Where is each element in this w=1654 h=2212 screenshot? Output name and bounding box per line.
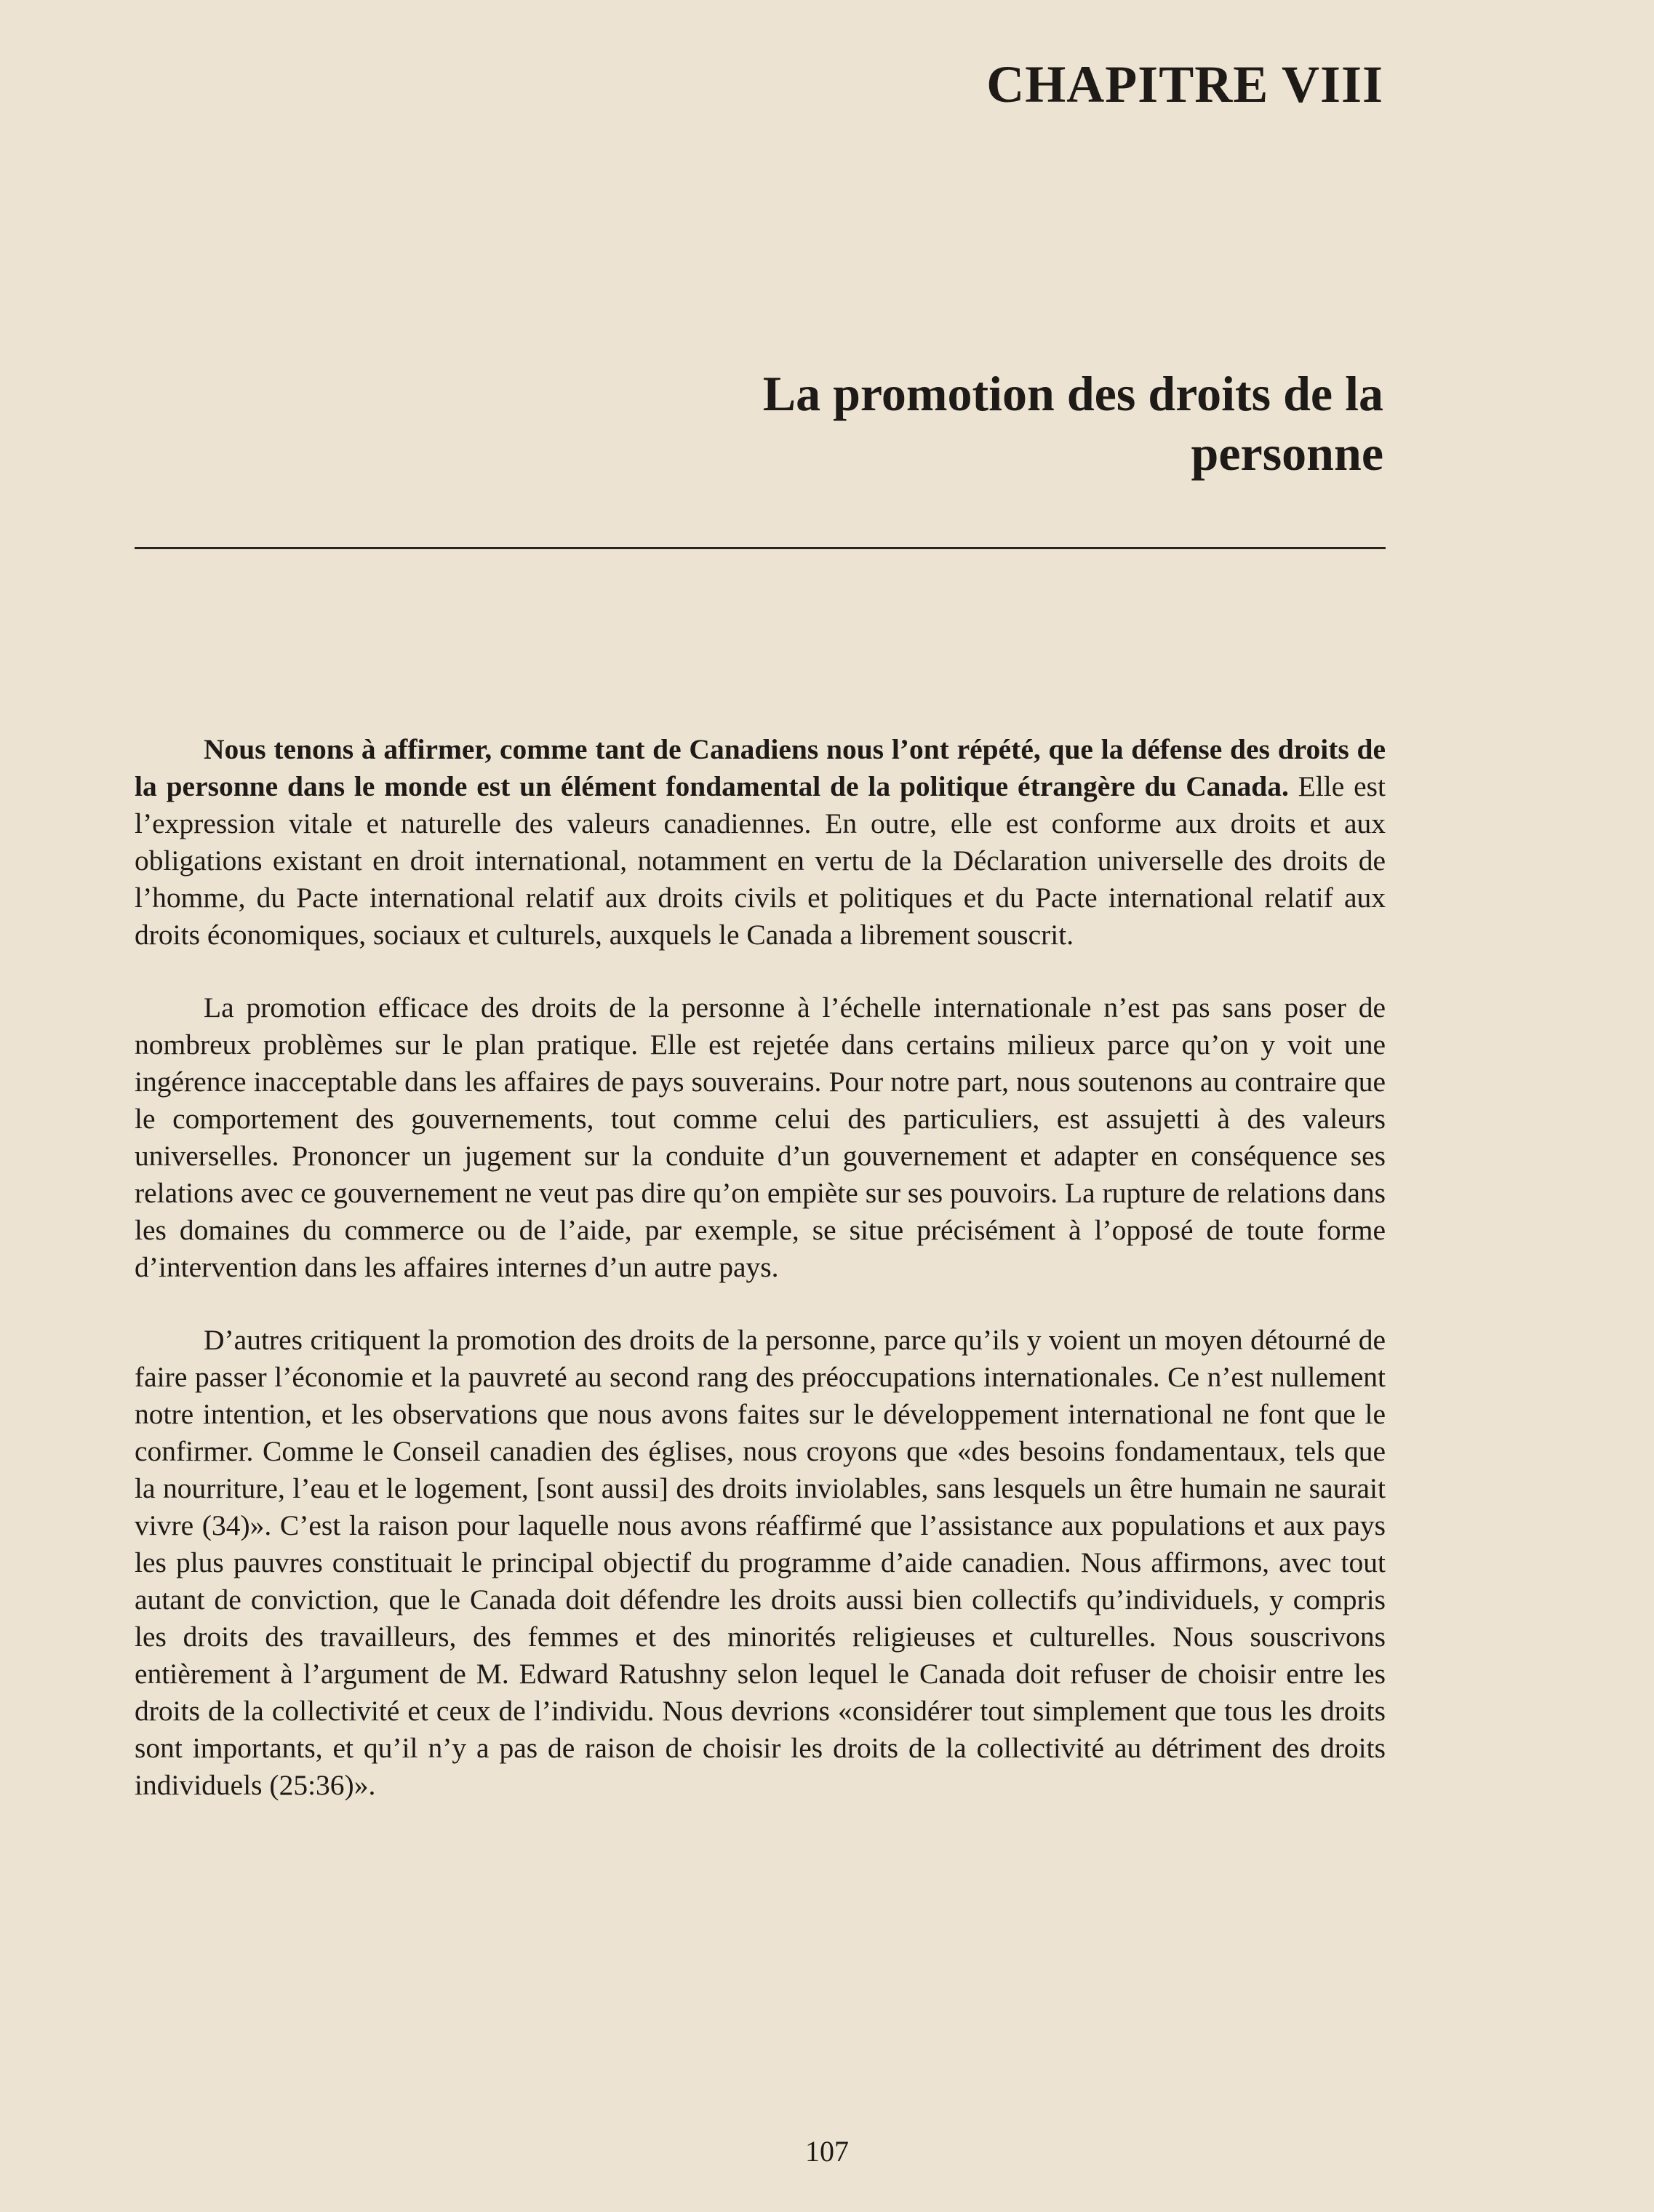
paragraph-1-bold-lead: Nous tenons à affirmer, comme tant de Canadiens nous l’ont répété, que la défense des droits de la personne dans le monde est un élément fondamental de la politique étrangère du Canada. — [135, 733, 1386, 802]
chapter-heading: CHAPITRE VIII — [986, 55, 1383, 113]
paragraph-2: La promotion efficace des droits de la personne à l’échelle internationale n’est pas sans poser de nombreux problèmes sur le plan pratique. Elle est rejetée dans certains milieux parce qu’on y voit une ingérence inacceptable dans les affaires de pays souverains. Pour notre part, nous soutenons au contraire que le comportement des gouvernements, tout comme celui des particuliers, est assujetti à des valeurs universelles. Prononcer un jugement sur la conduite d’un gouvernement et adapter en conséquence ses relations avec ce gouvernement ne veut pas dire qu’on empiète sur ses pouvoirs. La rupture de relations dans les domaines du commerce ou de l’aide, par exemple, se situe précisément à l’opposé de toute forme d’intervention dans les affaires internes d’un autre pays. — [135, 991, 1386, 1283]
paragraph-3: D’autres critiquent la promotion des droits de la personne, parce qu’ils y voient un moyen détourné de faire passer l’économie et la pauvreté au second rang des préoccupations internationales. Ce n’est nullement notre intention, et les observations que nous avons faites sur le développement international ne font que le confirmer. Comme le Conseil canadien des églises, nous croyons que «des besoins fondamentaux, tels que la nourriture, l’eau et le logement, [sont aussi] des droits inviolables, sans lesquels un être humain ne saurait vivre (34)». C’est la raison pour laquelle nous avons réaffirmé que l’assistance aux populations et aux pays les plus pauvres constituait le principal objectif du programme d’aide canadien. Nous affirmons, avec tout autant de conviction, que le Canada doit défendre les droits aussi bien collectifs qu’individuels, y compris les droits des travailleurs, des femmes et des minorités religieuses et culturelles. Nous souscrivons entièrement à l’argument de M. Edward Ratushny selon lequel le Canada doit refuser de choisir entre les droits de la collectivité et ceux de l’individu. Nous devrions «considérer tout simplement que tous les droits sont importants, et qu’il n’y a pas de raison de choisir les droits de la collectivité au détriment des droits individuels (25:36)». — [135, 1324, 1386, 1801]
page-number: 107 — [805, 2135, 849, 2168]
paragraph-1 — [135, 731, 1386, 954]
paragraph-1-text: Elle est l’expression vitale et naturelle des valeurs canadiennes. En outre, elle est conforme aux droits et aux obligations existant en droit international, notamment en vertu de la Déclaration universelle des droits de l’homme, du Pacte international relatif aux droits civils et politiques et du Pacte international relatif aux droits économiques, sociaux et culturels, auxquels le Canada a librement souscrit. — [135, 770, 1386, 951]
section-title: La promotion des droits de la personne — [762, 366, 1383, 481]
body-text — [135, 731, 1386, 1840]
title-divider — [135, 547, 1386, 549]
